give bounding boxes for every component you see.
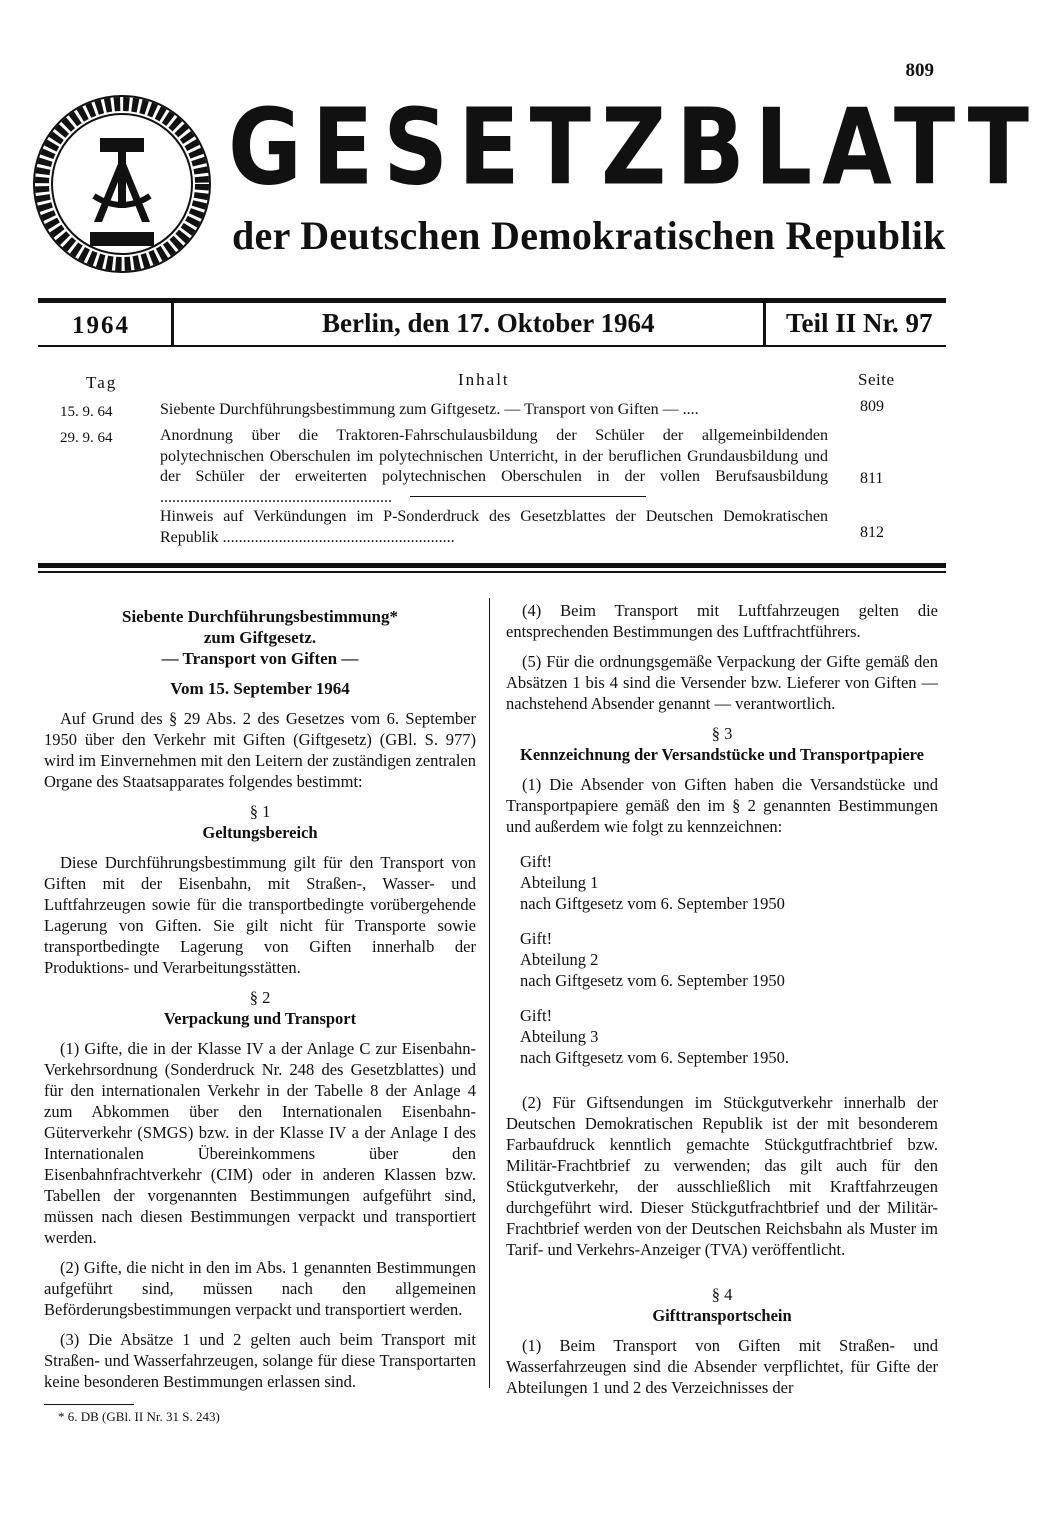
- marking-label-abteilung: Abteilung 3: [520, 1027, 599, 1046]
- toc-column-tag: Tag: [86, 373, 118, 392]
- column-separator: [489, 598, 490, 1388]
- section-number: § 3: [711, 724, 733, 743]
- section-paragraph: (4) Beim Transport mit Luftfahrzeugen gelten die entsprechenden Bestimmungen des Luftfrachtführers.: [506, 601, 938, 641]
- marking-label-gift: Gift!: [520, 1006, 553, 1025]
- section-heading: Gifttransportschein: [652, 1306, 792, 1325]
- left-column: [44, 606, 476, 1392]
- issue-date: Berlin, den 17. Oktober 1964: [322, 308, 655, 338]
- marking-label-block: [506, 928, 938, 991]
- section-paragraph: (1) Gifte, die in der Klasse IV a der Anlage C zur Eisenbahn-Verkehrsordnung (Sonderdruck Nr. 248 des Gesetzblattes) und für den internationalen Verkehr in der Tabelle 8 der Anlage 4 zum Abkommen über den Internationalen Eisenbahn-Güterverkehr (SMGS) bzw. in der Klasse IV a der Anlage I des Internationalen Übereinkommens über den Eisenbahnfrachtverkehr (CIM) oder in anderen Klassen bzw. Tabellen der vorgenannten Bestimmungen aufgeführt sind, müssen nach diesen Bestimmungen verpackt und transportiert werden.: [44, 1039, 476, 1247]
- ordinance-preamble: Auf Grund des § 29 Abs. 2 des Gesetzes vom 6. September 1950 über den Verkehr mit Giften (Giftgesetz) (GBl. S. 977) wird im Einvernehmen mit den Leitern der zuständigen zentralen Organe des Staatsapparates folgendes bestimmt:: [44, 709, 476, 791]
- toc-entry-page: 812: [860, 524, 884, 541]
- ordinance-title: Siebente Durchführungsbestimmung*: [122, 607, 398, 626]
- section-paragraph: Diese Durchführungsbestimmung gilt für den Transport von Giften mit der Eisenbahn, mit Straßen-, Wasser- und Luftfahrzeugen sowie für die transportbedingte vorübergehende Lagerung von Giften. Sie gilt nicht für Transporte sowie transportbedingte Lagerung von Giften innerhalb der Produktions- und Verarbeitungsstätten.: [44, 853, 476, 977]
- gdr-coat-of-arms-icon: [36, 98, 208, 270]
- marking-label-law: nach Giftgesetz vom 6. September 1950: [520, 894, 785, 913]
- ordinance-subtitle: — Transport von Giften —: [161, 649, 359, 668]
- marking-label-block: [506, 1005, 938, 1068]
- issue-part-number: Teil II Nr. 97: [786, 308, 933, 338]
- ordinance-date: Vom 15. September 1964: [170, 679, 350, 698]
- marking-label-abteilung: Abteilung 1: [520, 873, 599, 892]
- issue-bar-divider: [171, 300, 174, 347]
- toc-entry-text: Siebente Durchführungsbestimmung zum Giftgesetz. — Transport von Giften — ....: [160, 401, 699, 418]
- issue-bar-divider: [763, 300, 766, 347]
- toc-entry-page: 811: [860, 470, 884, 487]
- section-paragraph: (3) Die Absätze 1 und 2 gelten auch beim Transport mit Straßen- und Wasserfahrzeugen, solange für diese Transportarten keine besonderen Bestimmungen erlassen sind.: [44, 1330, 476, 1391]
- marking-label-gift: Gift!: [520, 852, 553, 871]
- toc-entry-date: 15. 9. 64: [60, 404, 113, 420]
- toc-entry-date: 29. 9. 64: [60, 430, 113, 446]
- marking-label-law: nach Giftgesetz vom 6. September 1950.: [520, 1048, 789, 1067]
- section-number: § 1: [249, 802, 271, 821]
- page-number: 809: [905, 60, 934, 81]
- toc-column-seite: Seite: [858, 370, 895, 389]
- masthead-subtitle: der Deutschen Demokratischen Republik: [232, 213, 946, 258]
- marking-label-block: [506, 851, 938, 914]
- toc-entry-page: 809: [860, 398, 884, 415]
- masthead-title: GESETZBLATT: [228, 85, 1039, 209]
- section-paragraph: (1) Beim Transport von Giften mit Straßen- und Wasserfahrzeugen sind die Absender verpflichtet, für Gifte der Abteilungen 1 und 2 des Verzeichnisses der: [506, 1336, 938, 1397]
- ordinance-title: zum Giftgesetz.: [203, 628, 317, 647]
- section-heading: Geltungsbereich: [202, 823, 318, 842]
- section-heading: Kennzeichnung der Versandstücke und Transportpapiere: [519, 745, 925, 764]
- footnote: * 6. DB (GBl. II Nr. 31 S. 243): [58, 1409, 220, 1424]
- toc-entry-text: Hinweis auf Verkündungen im P-Sonderdruck des Gesetzblattes der Deutschen Demokratischen Republik ..........................................................: [160, 508, 828, 546]
- section-paragraph: (5) Für die ordnungsgemäße Verpackung der Gifte gemäß den Absätzen 1 bis 4 sind die Versender bzw. Lieferer von Giften — nachstehend Absender genannt — verantwortlich.: [506, 652, 938, 713]
- marking-label-gift: Gift!: [520, 929, 553, 948]
- footnote-rule: [44, 1404, 134, 1405]
- section-heading: Verpackung und Transport: [163, 1009, 357, 1028]
- toc-separator: [410, 496, 646, 497]
- marking-label-abteilung: Abteilung 2: [520, 950, 599, 969]
- toc-column-inhalt: Inhalt: [458, 370, 510, 389]
- marking-label-law: nach Giftgesetz vom 6. September 1950: [520, 971, 785, 990]
- issue-year: 1964: [72, 312, 130, 339]
- toc-bottom-rule: [38, 563, 946, 568]
- toc-entry-text: Anordnung über die Traktoren-Fahrschulausbildung der Schüler der allgemeinbildenden polytechnischen Oberschulen im polytechnischen Unterricht, in der beruflichen Grundausbildung und der Schüler der erweiterten polytechnischen Oberschulen in der vollen Berufsausbildung ..........................................................: [160, 427, 828, 506]
- right-column: [506, 600, 938, 1398]
- toc-bottom-rule-thin: [38, 571, 946, 573]
- section-paragraph: (2) Gifte, die nicht in den im Abs. 1 genannten Bestimmungen aufgeführt sind, müssen nach den allgemeinen Beförderungsbestimmungen verpackt und transportiert werden.: [44, 1258, 476, 1319]
- section-paragraph: (2) Für Giftsendungen im Stückgutverkehr innerhalb der Deutschen Demokratischen Republik ist der mit besonderem Farbaufdruck kenntlich gemachte Stückgutfrachtbrief bzw. Militär-Frachtbrief zu verwenden; das gilt auch für den Stückgutverkehr, der ausschließlich mit Kraftfahrzeugen durchgeführt wird. Dieser Stückgutfrachtbrief und der Militär-Frachtbrief werden von der Deutschen Reichsbahn als Muster im Tarif- und Verkehrs-Anzeiger (TVA) veröffentlicht.: [506, 1093, 938, 1259]
- section-number: § 4: [711, 1285, 733, 1304]
- section-paragraph: (1) Die Absender von Giften haben die Versandstücke und Transportpapiere gemäß den im § 2 genannten Bestimmungen und außerdem wie folgt zu kennzeichnen:: [506, 775, 938, 836]
- issue-bar-bottom-rule: [38, 345, 946, 347]
- section-number: § 2: [249, 988, 271, 1007]
- issue-bar-top-rule: [38, 298, 946, 303]
